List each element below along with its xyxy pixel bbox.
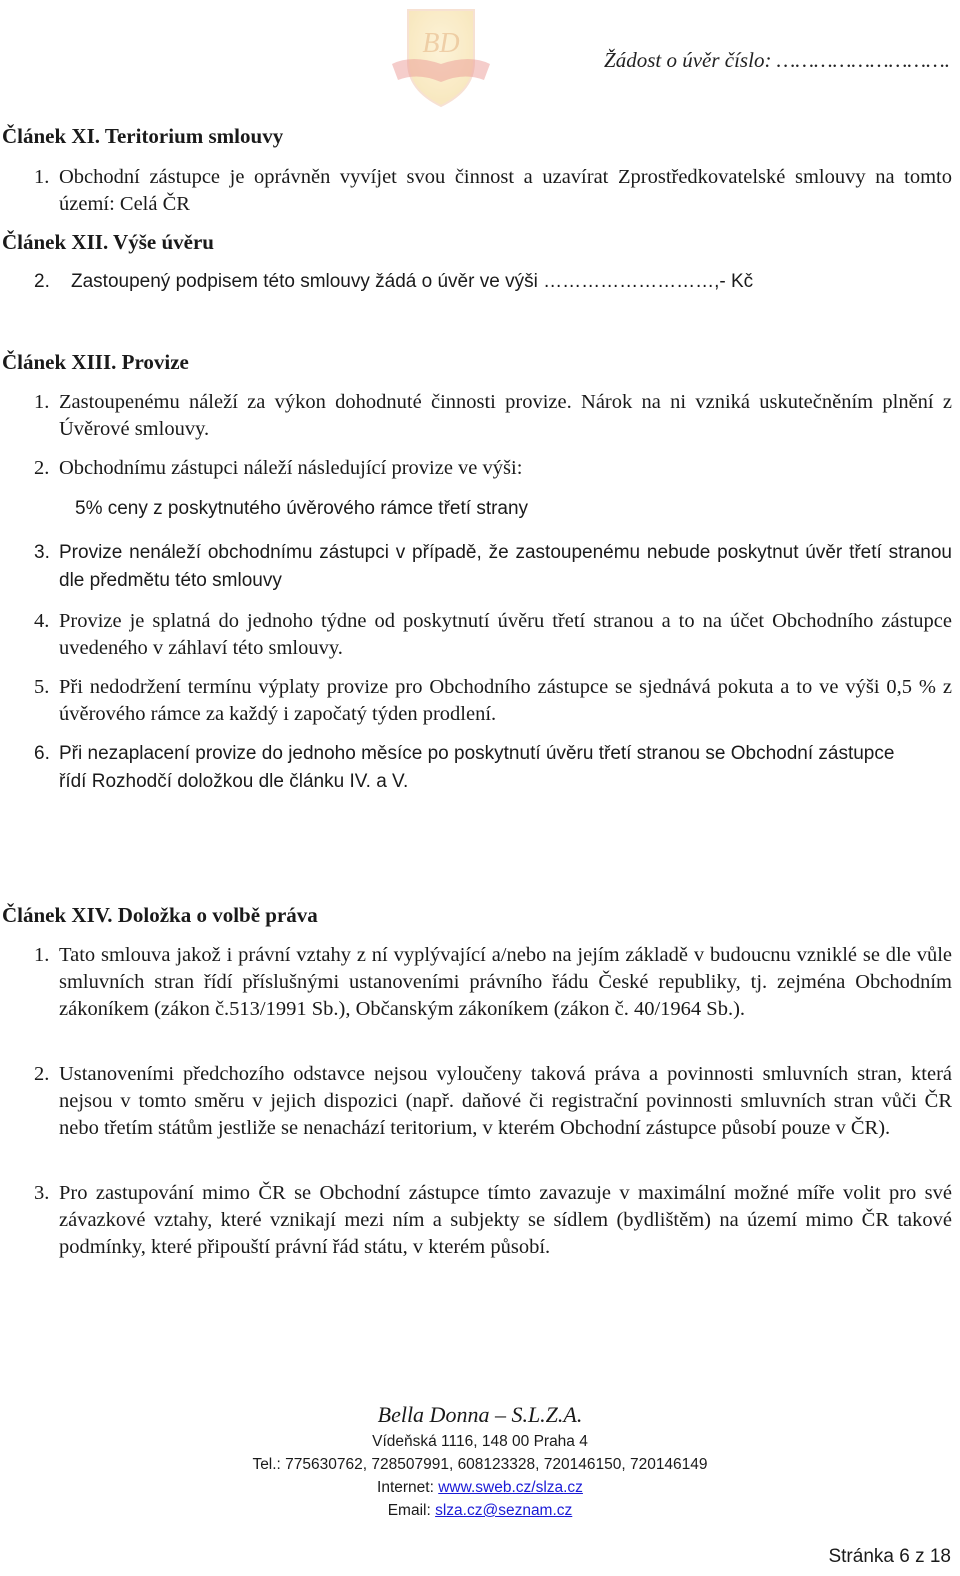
item-text: Provize nenáleží obchodnímu zástupci v případě, že zastoupenému nebude poskytnut úvěr třetí stranou dle předmětu této smlouvy xyxy=(59,542,952,591)
article-13-item-2 xyxy=(34,455,952,482)
article-13-item-1 xyxy=(34,389,952,443)
page-footer xyxy=(0,1400,960,1522)
internet-label: Internet: xyxy=(377,1479,439,1496)
item-number: 6. xyxy=(34,743,50,764)
footer-address: Vídeňská 1116, 148 00 Praha 4 xyxy=(372,1433,588,1450)
item-text: Při nedodržení termínu výplaty provize pro Obchodního zástupce se sjednává pokuta a to ve výši 0,5 % z úvěrového rámce za každý i započatý týden prodlení. xyxy=(59,676,952,725)
item-number: 2. xyxy=(34,1063,50,1085)
item-text: 5% ceny z poskytnutého úvěrového rámce třetí strany xyxy=(75,498,529,519)
article-12-heading: Článek XII. Výše úvěru xyxy=(2,230,214,254)
article-13-item-6 xyxy=(34,740,914,796)
item-number: 3. xyxy=(34,542,50,563)
footer-brand: Bella Donna – S.L.Z.A. xyxy=(377,1402,583,1427)
email-label: Email: xyxy=(387,1502,436,1519)
item-number: 2. xyxy=(34,271,50,292)
article-11-item-1 xyxy=(34,164,952,218)
item-number: 3. xyxy=(34,1182,50,1204)
company-logo xyxy=(388,2,494,110)
footer-email xyxy=(0,1499,960,1522)
email-link[interactable]: slza.cz@seznam.cz xyxy=(435,1502,573,1519)
article-14-item-3 xyxy=(34,1180,952,1261)
item-text: Obchodní zástupce je oprávněn vyvíjet svou činnost a uzavírat Zprostředkovatelské smlouvy na tomto území: Celá ČR xyxy=(59,166,952,215)
item-number: 1. xyxy=(34,166,50,188)
item-number: 5. xyxy=(34,676,50,698)
item-number: 1. xyxy=(34,391,50,413)
article-12-item-2 xyxy=(34,268,952,296)
item-text: Při nezaplacení provize do jednoho měsíce po poskytnutí úvěru třetí stranou se Obchodní zástupce řídí Rozhodčí doložkou dle článku IV. a V. xyxy=(59,743,895,792)
loan-request-number-label: Žádost o úvěr číslo: ………………………. xyxy=(604,48,950,72)
article-11-heading: Článek XI. Teritorium smlouvy xyxy=(2,124,284,148)
item-number: 4. xyxy=(34,610,50,632)
article-13-heading: Článek XIII. Provize xyxy=(2,350,189,374)
item-number: 2. xyxy=(34,457,50,479)
item-text: Zastoupenému náleží za výkon dohodnuté činnosti provize. Nárok na ni vzniká uskutečněním plnění z Úvěrové smlouvy. xyxy=(59,391,952,440)
item-text: Provize je splatná do jednoho týdne od poskytnutí úvěru třetí stranou a to na účet Obchodního zástupce uvedeného v záhlaví této smlouvy. xyxy=(59,610,952,659)
item-text: Zastoupený podpisem této smlouvy žádá o úvěr ve výši ………………………,- Kč xyxy=(71,271,754,292)
item-text: Ustanoveními předchozího odstavce nejsou vyloučeny taková práva a povinnosti smluvních stran, která nejsou v tomto směru v jejich dispozici (např. daňové či registrační povinnosti smluvních stran vůči ČR nebo třetím státům jestliže se nenachází teritorium, v kterém Obchodní zástupce působí pouze v ČR). xyxy=(59,1063,952,1139)
article-14-item-2 xyxy=(34,1061,952,1142)
item-text: Obchodnímu zástupci náleží následující provize ve výši: xyxy=(59,457,523,479)
item-text: Tato smlouva jakož i právní vztahy z ní vyplývající a/nebo na jejím základě v budoucnu vzniklé se dle vůle smluvních stran řídí příslušnými ustanoveními právního řádu České republiky, tj. zejména Obchodním zákoníkem (zákon č.513/1991 Sb.), Občanským zákoníkem (zákon č. 40/1964 Sb.). xyxy=(59,944,952,1020)
logo-letters: BD xyxy=(422,28,460,59)
article-13-item-3 xyxy=(34,539,952,595)
article-13-commission-rate xyxy=(75,495,945,523)
article-13-item-4 xyxy=(34,608,952,662)
item-text: Pro zastupování mimo ČR se Obchodní zástupce tímto zavazuje v maximální možné míře volit pro své závazkové vztahy, které vznikají mezi ním a subjekty se sídlem (bydlištěm) na území mimo ČR takové podmínky, které připouští právní řád státu, v kterém působí. xyxy=(59,1182,952,1258)
article-13-item-5 xyxy=(34,674,952,728)
website-link[interactable]: www.sweb.cz/slza.cz xyxy=(438,1479,583,1496)
page-number: Stránka 6 z 18 xyxy=(828,1546,951,1567)
item-number: 1. xyxy=(34,944,50,966)
article-14-heading: Článek XIV. Doložka o volbě práva xyxy=(2,903,318,927)
footer-internet xyxy=(0,1476,960,1499)
footer-phones: Tel.: 775630762, 728507991, 608123328, 720146150, 720146149 xyxy=(252,1456,708,1473)
article-14-item-1 xyxy=(34,942,952,1023)
